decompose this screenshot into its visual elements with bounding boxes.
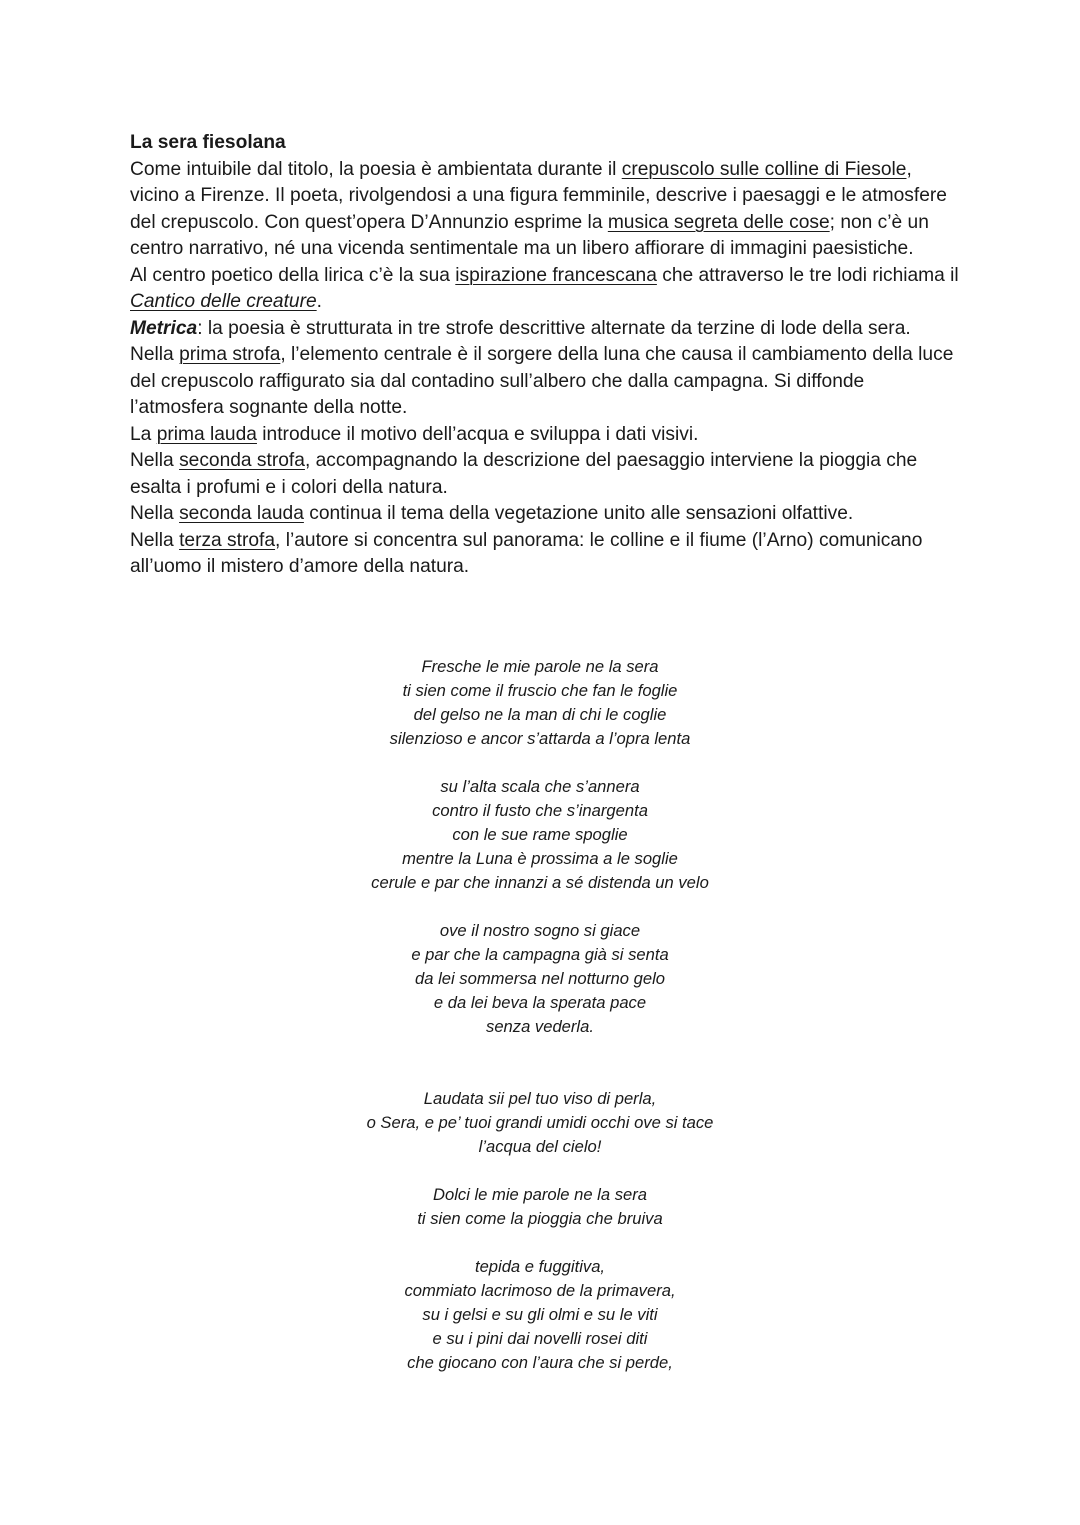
poem-line: con le sue rame spoglie — [452, 825, 628, 844]
poem-line: tepida e fuggitiva, — [474, 1257, 606, 1276]
poem-stanza-1 — [0, 655, 1080, 751]
highlight-seconda-lauda: seconda lauda — [179, 503, 304, 524]
poem-line: o Sera, e pe’ tuoi grandi umidi occhi ove si tace — [366, 1113, 714, 1132]
poem-line: che giocano con l’aura che si perde, — [407, 1353, 673, 1372]
highlight-musica-segreta: musica segreta delle cose — [607, 211, 830, 233]
highlight-prima-lauda: prima lauda — [156, 423, 257, 445]
poem-line: senza vederla. — [486, 1017, 594, 1036]
poem-line: mentre la Luna è prossima a le soglie — [402, 849, 678, 868]
paragraph-metrica: Metrica: la poesia è strutturata in tre strofe descrittive alternate da terzine di lode della sera. — [130, 317, 911, 339]
poem-line: cerule e par che innanzi a sé distenda un velo — [371, 873, 709, 892]
paragraph-ispirazione: Al centro poetico della lirica c’è la sua ispirazione francescana che attraverso le tre lodi richiama il Cantico delle creature. — [130, 264, 959, 312]
poem-line: ti sien come il fruscio che fan le foglie — [402, 681, 678, 700]
poem-line: su i gelsi e su gli olmi e su le viti — [422, 1305, 658, 1324]
poem-line: contro il fusto che s’inargenta — [432, 801, 648, 820]
poem-line: del gelso ne la man di chi le coglie — [413, 705, 667, 724]
poem-line: commiato lacrimoso de la primavera, — [404, 1281, 676, 1300]
document-page — [130, 130, 960, 581]
highlight-seconda-strofa: seconda strofa — [179, 450, 305, 471]
poem-line: su l’alta scala che s’annera — [440, 777, 640, 796]
highlight-terza-strofa: terza strofa — [179, 529, 276, 551]
poem-line: Dolci le mie parole ne la sera — [433, 1185, 647, 1204]
poem-line: ti sien come la pioggia che bruiva — [417, 1209, 663, 1228]
poem-line: e da lei beva la sperata pace — [433, 993, 647, 1012]
poem-stanza-2 — [0, 775, 1080, 895]
highlight-crepuscolo: crepuscolo sulle colline di Fiesole — [621, 158, 907, 180]
poem-line: Laudata sii pel tuo viso di perla, — [423, 1089, 657, 1108]
essay-text — [130, 130, 960, 581]
poem-stanza-3 — [0, 919, 1080, 1039]
metrica-label: Metrica — [130, 317, 198, 339]
poem-line: ove il nostro sogno si giace — [439, 921, 641, 940]
paragraph-seconda-strofa: Nella seconda strofa, accompagnando la descrizione del paesaggio interviene la pioggia che esalta i profumi e i colori della natura. — [130, 450, 918, 498]
poem-line: e su i pini dai novelli rosei diti — [432, 1329, 648, 1348]
paragraph-terza-strofa: Nella terza strofa, l’autore si concentra sul panorama: le colline e il fiume (l’Arno) comunicano all’uomo il mistero d’amore della natura. — [130, 529, 923, 577]
poem-line: e par che la campagna già si senta — [411, 945, 669, 964]
poem-line: silenzioso e ancor s’attarda a l’opra lenta — [389, 729, 691, 748]
paragraph-seconda-lauda: Nella seconda lauda continua il tema della vegetazione unito alle sensazioni olfattive. — [130, 503, 854, 524]
section-title: La sera fiesolana — [130, 132, 286, 153]
poem-line: da lei sommersa nel notturno gelo — [415, 969, 665, 988]
poem-line: Fresche le mie parole ne la sera — [421, 657, 659, 676]
paragraph-intro: Come intuibile dal titolo, la poesia è ambientata durante il crepuscolo sulle colline di Fiesole, vicino a Firenze. Il poeta, rivolgendosi a una figura femminile, descrive i paesaggi e le atmosfere del crepuscolo. Con quest’opera D’Annunzio esprime la musica segreta delle cose; non c’è un centro narrativo, né una vicenda sentimentale ma un libero affiorare di immagini paesistiche. — [130, 158, 947, 259]
poem-line: l’acqua del cielo! — [478, 1137, 602, 1156]
highlight-prima-strofa: prima strofa — [179, 344, 281, 365]
poem-stanza-lauda-1 — [0, 1087, 1080, 1159]
poem-stanza-4 — [0, 1183, 1080, 1231]
poem-stanza-5 — [0, 1255, 1080, 1375]
paragraph-prima-strofa: Nella prima strofa, l’elemento centrale è il sorgere della luna che causa il cambiamento della luce del crepuscolo raffigurato sia dal contadino sull’albero che dalla campagna. Si diffonde l’atmosfera sognante della notte. — [130, 344, 954, 418]
poem-text — [0, 655, 1080, 1399]
paragraph-prima-lauda: La prima lauda introduce il motivo dell’acqua e sviluppa i dati visivi. — [130, 423, 699, 445]
highlight-cantico: Cantico delle creature — [130, 291, 317, 312]
highlight-ispirazione: ispirazione francescana — [455, 264, 657, 286]
